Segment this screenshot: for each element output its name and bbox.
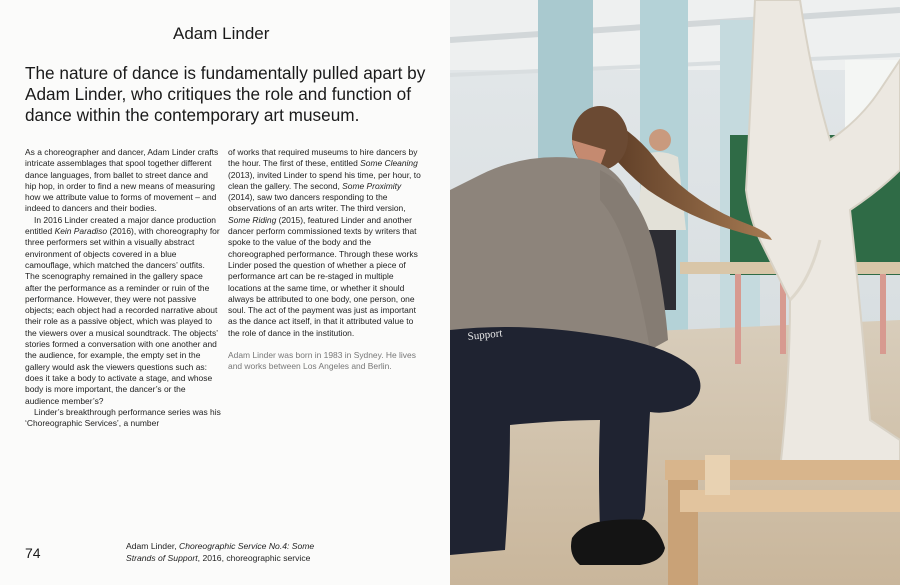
text-span: (2016), with choreography for three performers set within a visually abstract environment of objects covered in a blue camouflage, which matched the dancers’ outfits. The scenography remained in the gallery space after the performance as a reminder or ruin of the performance. However, they were not passive objects; each object had a recorded narrative about their role as a passive object, which was played to the viewers over a musical soundtrack. The objects’ stories formed a conversation with one another and the audience, for example, the empty set in the gallery would ask the viewers questions such as: does it take a body to activate a stage, and whose body is more important, the dancer’s or the audience member’s? [25, 226, 220, 406]
caption-title: Choreographic Service No.4: Some Strands of Support [126, 541, 315, 563]
page-number: 74 [25, 545, 41, 561]
photo-illustration [450, 0, 900, 585]
work-title: Kein Paradiso [54, 226, 108, 237]
work-title: Some Riding [228, 214, 277, 225]
headline: The nature of dance is fundamentally pulled apart by Adam Linder, who critiques the role and function of dance within the contemporary art museum. [25, 63, 426, 125]
table-leg [880, 274, 886, 354]
text-span: In 2016 Linder created a major dance production entitled [25, 214, 216, 237]
artist-bio: Adam Linder was born in 1983 in Sydney. He lives and works between Los Angeles and Berlin. [228, 350, 416, 372]
caption-artist: Adam Linder, [126, 541, 180, 551]
text-span: (2014), saw two dancers responding to the observations of an arts writer. The third version, [228, 192, 406, 214]
paragraph [228, 147, 424, 339]
body-column-2 [228, 147, 424, 373]
artist-name-heading: Adam Linder [173, 24, 270, 43]
background-person-head [649, 129, 671, 151]
text-span: of works that required museums to hire dancers by the hour. The first of these, entitled [228, 147, 418, 169]
text-span: (2013), invited Linder to spend his time, per hour, to clean the gallery. The second, [228, 169, 421, 191]
pallet-top [665, 460, 900, 480]
text-span: (2015), featured Linder and another dancer perform commissioned texts by writers that spoke to the value of the body and the choreographed performance. Through these works Linder posed the question of whether a piece of performance art can be re-staged in multiple locations at the same time, or whether it should always be attributed to one body, one person, one soul. The act of the payment was just as important as the dance act itself, in that it attributed value to the role of dance in the institution. [228, 214, 418, 338]
paragraph: Linder’s breakthrough performance series was his ‘Choreographic Services’, a number [25, 406, 221, 429]
shirt-print-text: Support [467, 327, 503, 343]
pallet-block [705, 455, 730, 495]
performance-photo [450, 0, 900, 585]
photo-caption [126, 540, 346, 564]
work-title: Some Cleaning [360, 158, 418, 169]
paragraph: As a choreographer and dancer, Adam Linder crafts intricate assemblages that spool together different dance languages, from ballet to street dance and hip hop, in order to find a new means of measuring how we attribute value to forms of movement – and indeed to dancers and their bodies. [25, 147, 219, 214]
body-column-1 [25, 147, 221, 429]
caption-rest: , 2016, choreographic service [197, 553, 311, 563]
table-leg [735, 274, 741, 364]
work-title: Some Proximity [342, 180, 402, 191]
paragraph [25, 215, 221, 407]
